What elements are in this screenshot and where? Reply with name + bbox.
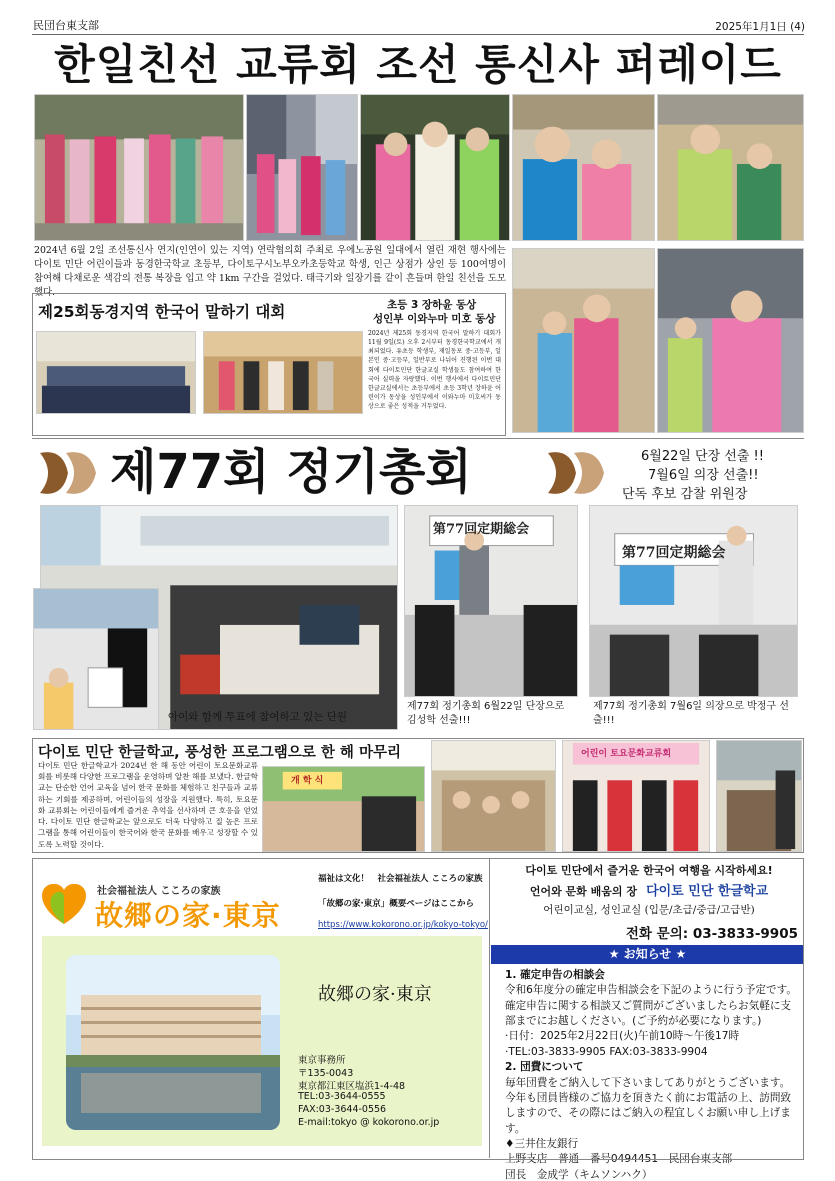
speech-award-2: 성인부 이와누마 미호 동상 bbox=[373, 313, 496, 325]
assembly-photo-chief bbox=[404, 505, 578, 697]
ad-address: 東京都江東区塩浜1-4-48 bbox=[298, 1081, 406, 1092]
school-photo-4 bbox=[716, 740, 802, 852]
ad-org-small: 社会福祉法人 こころの家族 bbox=[97, 886, 221, 897]
school-body: 다이토 민단 한글학교가 2024년 한 해 동안 어린이 토요문화교류회를 비롯해 다양한 프로그램을 운영하며 알찬 해를 보냈다. 한글학교는 단순한 언어 교육을 넘어 한국 문화를 체험하고 친구들과 교류하는 기회를 제공하며, 어린이들의 성장을 지원했다. 특히, 토요문화 교류회는 어린이들에게 즐거운 추억을 선사하며 큰 호응을 얻었다. 다이토 민단 한글학교는 앞으로도 더욱 다양하고 질 높은 프로그램을 통해 어린이들이 한국어와 한국 문화를 배우고 성장할 수 있도록 노력할 것이다. bbox=[38, 761, 258, 849]
parade-photo-2 bbox=[246, 94, 358, 241]
ad-url-link[interactable]: https://www.kokorono.or.jp/kokyo-tokyo/ bbox=[318, 920, 488, 930]
assembly-note-3: 단독 후보 감찰 위원장 bbox=[622, 487, 748, 502]
parade-photo-4 bbox=[512, 94, 655, 241]
assembly-note-1: 6월22일 단장 선출 !! bbox=[641, 449, 764, 464]
school-photo-3 bbox=[562, 740, 710, 852]
header-right: 2025年1月1日 (4) bbox=[715, 21, 805, 33]
notice-bank: ♦三井住友銀行 bbox=[505, 1137, 579, 1150]
ad-office: 東京事務所 bbox=[298, 1055, 346, 1066]
banner-chair: 第77回定期総会 bbox=[622, 545, 726, 561]
ad-link-label: 「故郷の家·東京」概要ページはここから bbox=[318, 899, 475, 909]
notice-title: ★ お知らせ ★ bbox=[608, 947, 687, 961]
hangul-ad-line2b: 다이토 민단 한글학교 bbox=[646, 884, 769, 899]
ad-slogan: 福祉は文化！ 社会福祉法人 こころの家族 bbox=[318, 874, 483, 884]
parade-photo-7 bbox=[657, 248, 804, 433]
caption-chief bbox=[407, 700, 577, 727]
speech-photo-1 bbox=[36, 331, 196, 414]
bottom-frame bbox=[32, 858, 804, 1160]
speech-headline: 제25회동경지역 한국어 말하기 대회 bbox=[38, 303, 286, 321]
ad-name: 故郷の家·東京 bbox=[318, 984, 432, 1005]
notice-tel: ·TEL:03-3833-9905 FAX:03-3833-9904 bbox=[505, 1045, 708, 1058]
parade-photo-1 bbox=[34, 94, 244, 241]
speech-body: 2024년 제25회 동경지역 한국어 말하기 대회가 11월 9일(토) 오후 2시부터 동경한국학교에서 개최되었다. 유초등 학생부, 재일동포 중·고등부, 일본인 중·고등부, 일반부로 나뉘어 진행된 이번 대회에 다이토민단 한글교실 학생들도 참여하여 한국어 실력을 자랑했다. 이번 행사에서 다이토민단 한글교실에서는 초등부에서 초등 3학년 장하윤 어린이가 동상을 성인부에서 이와누마 미호씨가 동상으로 좋은 성적을 거두었다. bbox=[368, 330, 501, 411]
assembly-photo-vote bbox=[33, 588, 159, 730]
caption-vote: 아이와 함께 투표에 참여하고 있는 단원 bbox=[168, 711, 347, 723]
notice-h2: 2. 団費について bbox=[505, 1061, 584, 1074]
school-banner-1: 개 학 식 bbox=[291, 776, 324, 786]
assembly-photo-chair bbox=[589, 505, 798, 697]
notice-date: ·日付：2025年2月22日(火)午前10時～午後17時 bbox=[505, 1030, 740, 1043]
deco-left-icon bbox=[38, 448, 98, 498]
header-rule bbox=[32, 34, 804, 35]
parade-headline: 한일친선 교류회 조선 통신사 퍼레이드 bbox=[54, 40, 782, 89]
hangul-ad-line3: 어린이교실, 성인교실 (입문/초급/중급/고급반) bbox=[543, 904, 755, 916]
school-photo-2 bbox=[431, 740, 556, 852]
notice-account: 上野支店 普通 番号0494451 民団台東支部 bbox=[505, 1153, 733, 1166]
notice-p2b: 今年も団員皆様のご協力を頂きたく前にお電話の上、訪問致しますので、その際にはご納入の程宜しくお願い申し上げます。 bbox=[505, 1091, 792, 1135]
speech-award-1: 초등 3 장하윤 동상 bbox=[387, 299, 477, 311]
notice-leader: 団長 金成学（キムソンハク） bbox=[505, 1168, 653, 1181]
hangul-ad-line4: 전화 문의: 03-3833-9905 bbox=[625, 926, 798, 942]
banner-chief: 第77回定期総会 bbox=[433, 522, 530, 537]
speech-photo-2 bbox=[203, 331, 363, 414]
header-left: 民団台東支部 bbox=[33, 19, 99, 32]
notice-p1: 令和6年度分の確定申告相談会を下記のように行う予定です。確定申告に関する相談又ご質問がございましたらお気軽に支部までにお越しください。(ご予約が必要になります。) bbox=[505, 984, 797, 1028]
parade-photo-6 bbox=[512, 248, 655, 433]
hangul-ad-line2a: 언어와 문화 배움의 장 bbox=[529, 885, 637, 898]
notice-h1: 1. 確定申告の相談会 bbox=[505, 969, 605, 981]
caption-chair-text: 제77회 정기총회 7월6일 의장으로 박정구 선출!!! bbox=[593, 701, 789, 726]
parade-photo-5 bbox=[657, 94, 804, 241]
assembly-headline: 제77회 정기총회 bbox=[110, 444, 472, 500]
parade-body: 2024년 6월 2일 조선통신사 연지(인연이 있는 지역) 연락협의회 주최로 우에노공원 일대에서 열린 재현 행사에는 다이토 민단 어린이들과 동경한국학교 초등부, 다이토구시노부오카초등학교 학생, 인근 상점가 상인 등 100여명이 참여해 다채로운 색감의 전통 복장을 입고 약 1km 구간을 걸었다. 태극기와 일장기를 같이 흔들며 한일 친선을 도모했다. bbox=[34, 245, 506, 299]
caption-chief-text: 제77회 정기총회 6월22일 단장으로 김성학 선출!!! bbox=[407, 701, 565, 726]
ad-zip: 〒135-0043 bbox=[298, 1068, 354, 1079]
ad-email: E-mail:tokyo @ kokorono.or.jp bbox=[298, 1117, 440, 1128]
school-headline: 다이토 민단 한글학교, 풍성한 프로그램으로 한 해 마무리 bbox=[38, 745, 402, 761]
notice-p2a: 毎年団費をご納入して下さいましてありがとうございます。 bbox=[505, 1076, 791, 1089]
parade-photo-3 bbox=[360, 94, 510, 241]
hangul-ad-line1: 다이토 민단에서 즐거운 한국어 여행을 시작하세요! bbox=[525, 864, 773, 877]
school-photo-1 bbox=[262, 766, 425, 852]
ad-tel: TEL:03-3644-0555 bbox=[298, 1091, 386, 1102]
ad-org-big: 故郷の家·東京 bbox=[95, 899, 281, 932]
school-banner-2: 어린이 토요문화교류회 bbox=[581, 749, 672, 759]
ad-fax: FAX:03-3644-0556 bbox=[298, 1104, 387, 1115]
deco-right-icon bbox=[546, 448, 606, 498]
caption-chair bbox=[593, 700, 793, 727]
assembly-note-2: 7월6일 의장 선출!! bbox=[648, 468, 759, 483]
